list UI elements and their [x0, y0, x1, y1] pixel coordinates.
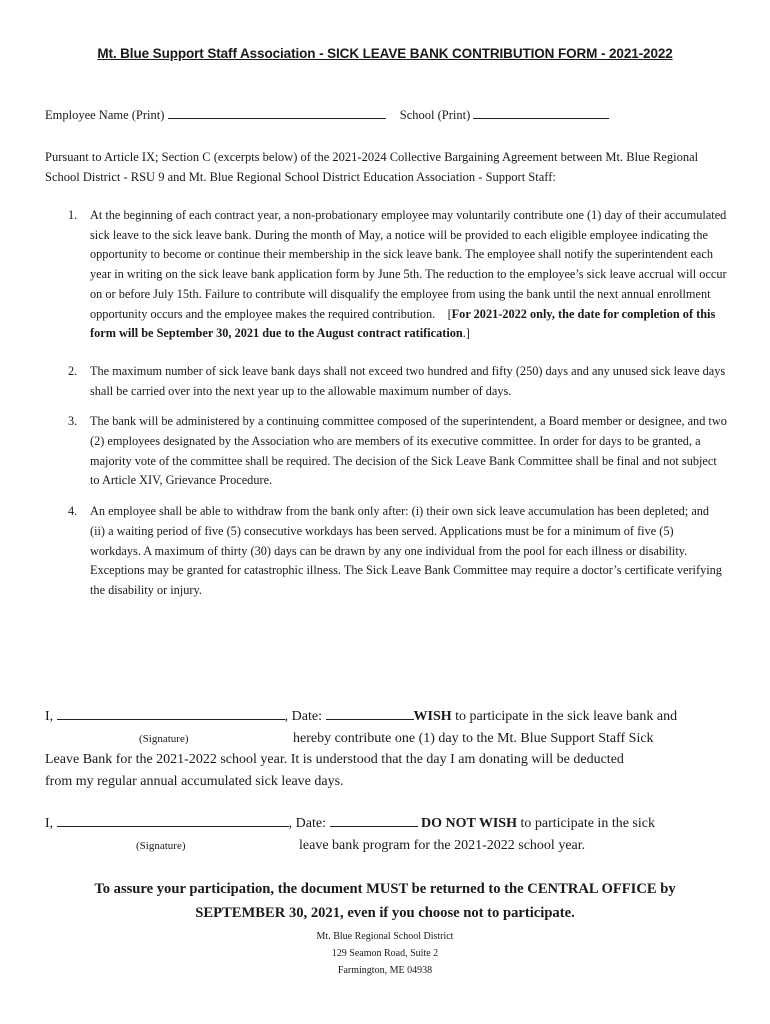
wish-bold-label: WISH	[413, 709, 452, 724]
wish-i-label: I,	[45, 709, 54, 724]
article-item-2	[45, 362, 727, 401]
article-number: 1.	[68, 208, 78, 222]
not-wish-section	[45, 813, 725, 856]
not-wish-rest-text: to participate in the sick	[516, 816, 655, 831]
not-wish-i-label: I,	[45, 816, 54, 831]
note-close: .]	[462, 326, 470, 341]
not-wish-line-2: leave bank program for the 2021-2022 school year.	[299, 837, 586, 853]
note-open: [	[447, 306, 452, 321]
wish-line-2: hereby contribute one (1) day to the Mt. Blue Support Staff Sick	[293, 730, 654, 746]
wish-rest-text: to participate in the sick leave bank and	[451, 709, 678, 724]
article-excerpts	[45, 206, 727, 601]
deadline-note: For 2021-2022 only, the date for completion of this form will be September 30, 2021 due to the August contract ratification	[90, 306, 716, 341]
employee-info-row	[45, 108, 609, 123]
not-wish-date-label: , Date:	[288, 816, 326, 831]
wish-date-label: , Date:	[284, 709, 322, 724]
article-text: The maximum number of sick leave bank days shall not exceed two hundred and fifty (250) days and any unused sick leave days shall be carried over into the next year up to the allowable maximum number of days.	[90, 363, 726, 398]
article-item-3	[45, 412, 727, 491]
article-item-4	[45, 502, 727, 601]
article-number: 3.	[68, 414, 78, 429]
not-wish-date-field[interactable]	[330, 816, 418, 827]
wish-line-3: Leave Bank for the 2021-2022 school year. It is understood that the day I am donating will be deducted	[45, 752, 624, 767]
not-wish-signature-label: (Signature)	[136, 839, 186, 852]
address-line-3: Farmington, ME 04938	[337, 965, 433, 976]
notice-line-2: SEPTEMBER 30, 2021, even if you choose not to participate.	[195, 904, 575, 921]
article-text: The bank will be administered by a continuing committee composed of the superintendent, a Board member or designee, and two (2) employees designated by the Association who are members of its executive committee. In order for days to be granted, a majority vote of the committee shall be required. The decision of the Sick Leave Bank Committee shall be final and not subject to Article XIV, Grievance Procedure.	[90, 414, 727, 488]
school-field[interactable]	[473, 108, 609, 119]
address-line-2: 129 Seamon Road, Suite 2	[331, 948, 439, 959]
intro-paragraph: Pursuant to Article IX; Section C (excerpts below) of the 2021-2024 Collective Bargaining Agreement between Mt. Blue Regional School District - RSU 9 and Mt. Blue Regional School District Education Association - Support Staff:	[45, 150, 699, 184]
wish-signature-field[interactable]	[57, 709, 285, 720]
article-number: 4.	[68, 504, 78, 519]
return-notice	[40, 878, 730, 925]
article-item-1	[45, 206, 727, 344]
employee-name-label: Employee Name (Print)	[45, 108, 165, 122]
address-line-1: Mt. Blue Regional School District	[316, 931, 454, 942]
not-wish-bold-label: DO NOT WISH	[421, 816, 517, 831]
notice-line-1: To assure your participation, the document MUST be returned to the CENTRAL OFFICE by	[94, 881, 676, 897]
form-title: Mt. Blue Support Staff Association - SICK LEAVE BANK CONTRIBUTION FORM - 2021-2022	[97, 46, 673, 61]
school-label: School (Print)	[399, 108, 471, 122]
employee-name-field[interactable]	[168, 108, 386, 119]
wish-section	[45, 706, 725, 792]
district-address	[0, 928, 770, 979]
not-wish-signature-field[interactable]	[57, 816, 289, 827]
wish-line-4: from my regular annual accumulated sick leave days.	[45, 773, 344, 789]
article-text: At the beginning of each contract year, a non-probationary employee may voluntarily contribute one (1) day of their accumulated sick leave to the sick leave bank. During the month of May, a notice will be provided to each eligible employee indicating the opportunity to become or continue their membership in the sick leave bank. The employee shall notify the superintendent each year in writing on the sick leave bank application form by June 5th. The reduction to the employee’s sick leave accrual will occur on or before July 15th. Failure to contribute will disqualify the employee from using the bank until the next annual enrollment opportunity occurs and the employee makes the required contribution.	[90, 208, 727, 321]
wish-signature-label: (Signature)	[139, 732, 189, 745]
article-number: 2.	[68, 363, 78, 378]
wish-date-field[interactable]	[326, 709, 414, 720]
article-text: An employee shall be able to withdraw from the bank only after: (i) their own sick leave accumulation has been depleted; and (ii) a waiting period of five (5) consecutive workdays has been served. Applications must be for a minimum of five (5) workdays. A maximum of thirty (30) days can be drawn by any one individual from the pool for each illness or disability. Exceptions may be granted for catastrophic illness. The Sick Leave Bank Committee may require a doctor’s certificate verifying the disability or injury.	[90, 504, 722, 597]
